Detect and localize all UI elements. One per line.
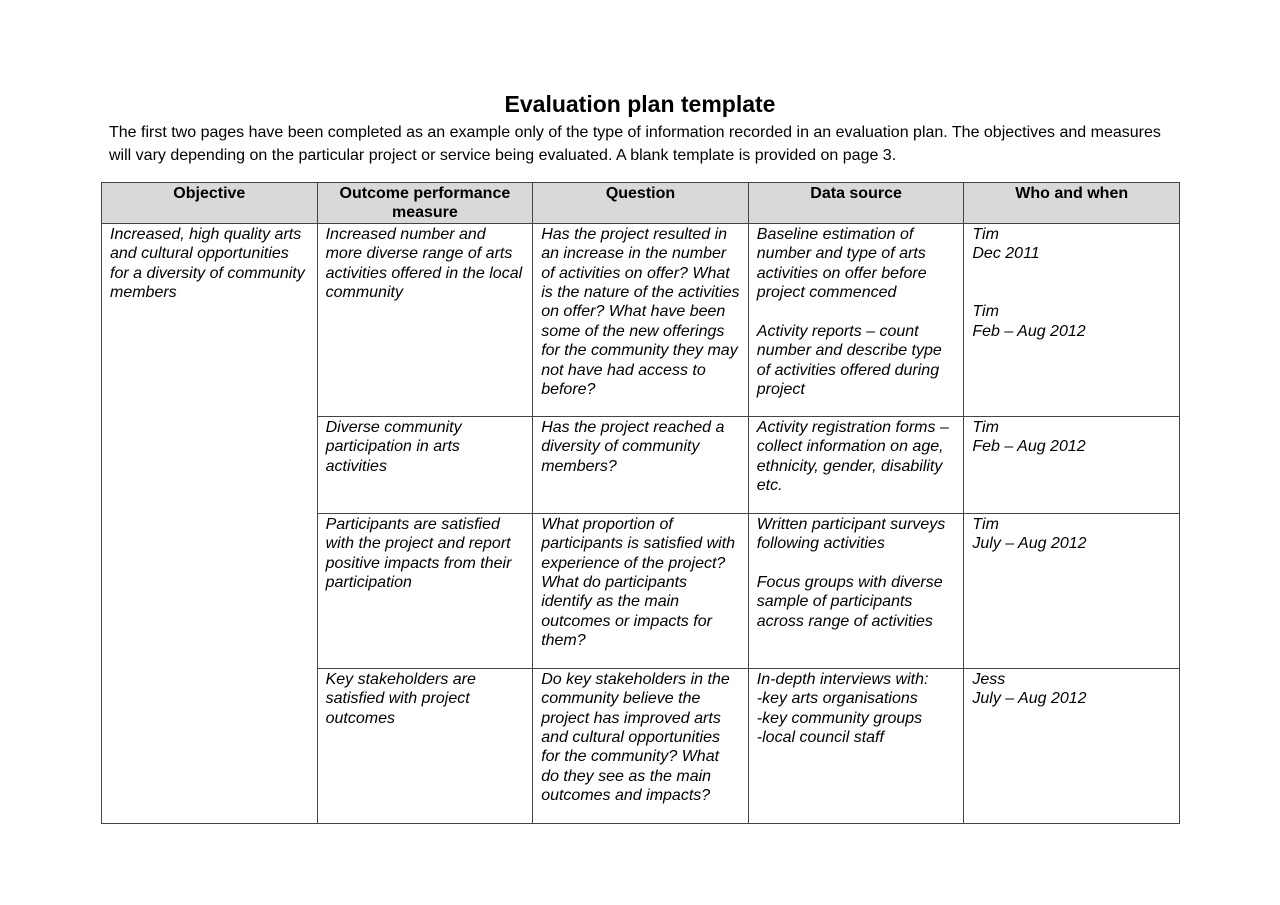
data-source-cell [748, 668, 964, 823]
data-source-item: -local council staff [756, 729, 884, 747]
data-source-cell [748, 513, 964, 668]
objective-cell [102, 223, 318, 823]
table-row [102, 223, 1180, 416]
header-objective: Objective [102, 183, 318, 224]
question-cell [533, 513, 749, 668]
measure-cell [317, 513, 533, 668]
data-source-cell [748, 416, 964, 513]
data-source-text: Activity reports – count number and describe type of activities offered during project [756, 322, 942, 399]
who-text: Tim [972, 418, 999, 436]
when-text: Feb – Aug 2012 [972, 322, 1086, 340]
question-text: Has the project reached a diversity of community members? [541, 418, 725, 475]
intro-paragraph: The first two pages have been completed as an example only of the type of information recorded in an evaluation plan. The objectives and measures will vary depending on the particular project or service being evaluated. A blank template is provided on page 3. [109, 124, 1161, 164]
when-text: July – Aug 2012 [972, 690, 1087, 708]
data-source-text: Activity registration forms – collect information on age, ethnicity, gender, disability etc. [756, 418, 949, 495]
header-data-source: Data source [748, 183, 964, 224]
who-when-cell [964, 416, 1180, 513]
when-text: Dec 2011 [972, 245, 1040, 263]
measure-cell [317, 668, 533, 823]
objective-text: Increased, high quality arts and cultural opportunities for a diversity of community members [110, 225, 305, 302]
measure-text: Diverse community participation in arts activities [325, 418, 462, 475]
who-when-cell [964, 513, 1180, 668]
when-text: July – Aug 2012 [972, 535, 1087, 553]
question-cell [533, 416, 749, 513]
header-outcome-measure: Outcome performance measure [317, 183, 533, 224]
evaluation-plan-table [101, 182, 1180, 824]
data-source-item: -key arts organisations [756, 690, 918, 708]
data-source-item: -key community groups [756, 709, 923, 727]
measure-cell [317, 223, 533, 416]
question-text: Has the project resulted in an increase in the number of activities on offer? What is the nature of the activities on offer? What have been some of the new offerings for the community they may not have had access to before? [541, 225, 740, 399]
who-text: Tim [972, 225, 999, 243]
when-text: Feb – Aug 2012 [972, 438, 1086, 456]
question-cell [533, 668, 749, 823]
question-text: Do key stakeholders in the community believe the project has improved arts and cultural opportunities for the community? What do they see as the main outcomes and impacts? [541, 670, 730, 805]
measure-text: Key stakeholders are satisfied with project outcomes [325, 670, 476, 727]
measure-text: Increased number and more diverse range of arts activities offered in the local community [325, 225, 523, 302]
who-when-cell [964, 668, 1180, 823]
page-title: Evaluation plan template [504, 91, 776, 118]
who-text: Tim [972, 303, 999, 321]
who-text: Jess [972, 670, 1006, 688]
question-text: What proportion of participants is satisfied with experience of the project? What do participants identify as the main outcomes or impacts for them? [541, 515, 736, 650]
data-source-text: Baseline estimation of number and type of arts activities on offer before project commenced [756, 225, 927, 302]
table-header-row [102, 183, 1180, 224]
data-source-text: Written participant surveys following activities [756, 515, 946, 553]
header-who-and-when: Who and when [964, 183, 1180, 224]
data-source-cell [748, 223, 964, 416]
header-question: Question [533, 183, 749, 224]
who-text: Tim [972, 515, 999, 533]
measure-cell [317, 416, 533, 513]
measure-text: Participants are satisfied with the project and report positive impacts from their participation [325, 515, 512, 592]
question-cell [533, 223, 749, 416]
data-source-heading: In-depth interviews with: [756, 670, 929, 688]
data-source-text: Focus groups with diverse sample of participants across range of activities [756, 574, 943, 630]
who-when-cell [964, 223, 1180, 416]
